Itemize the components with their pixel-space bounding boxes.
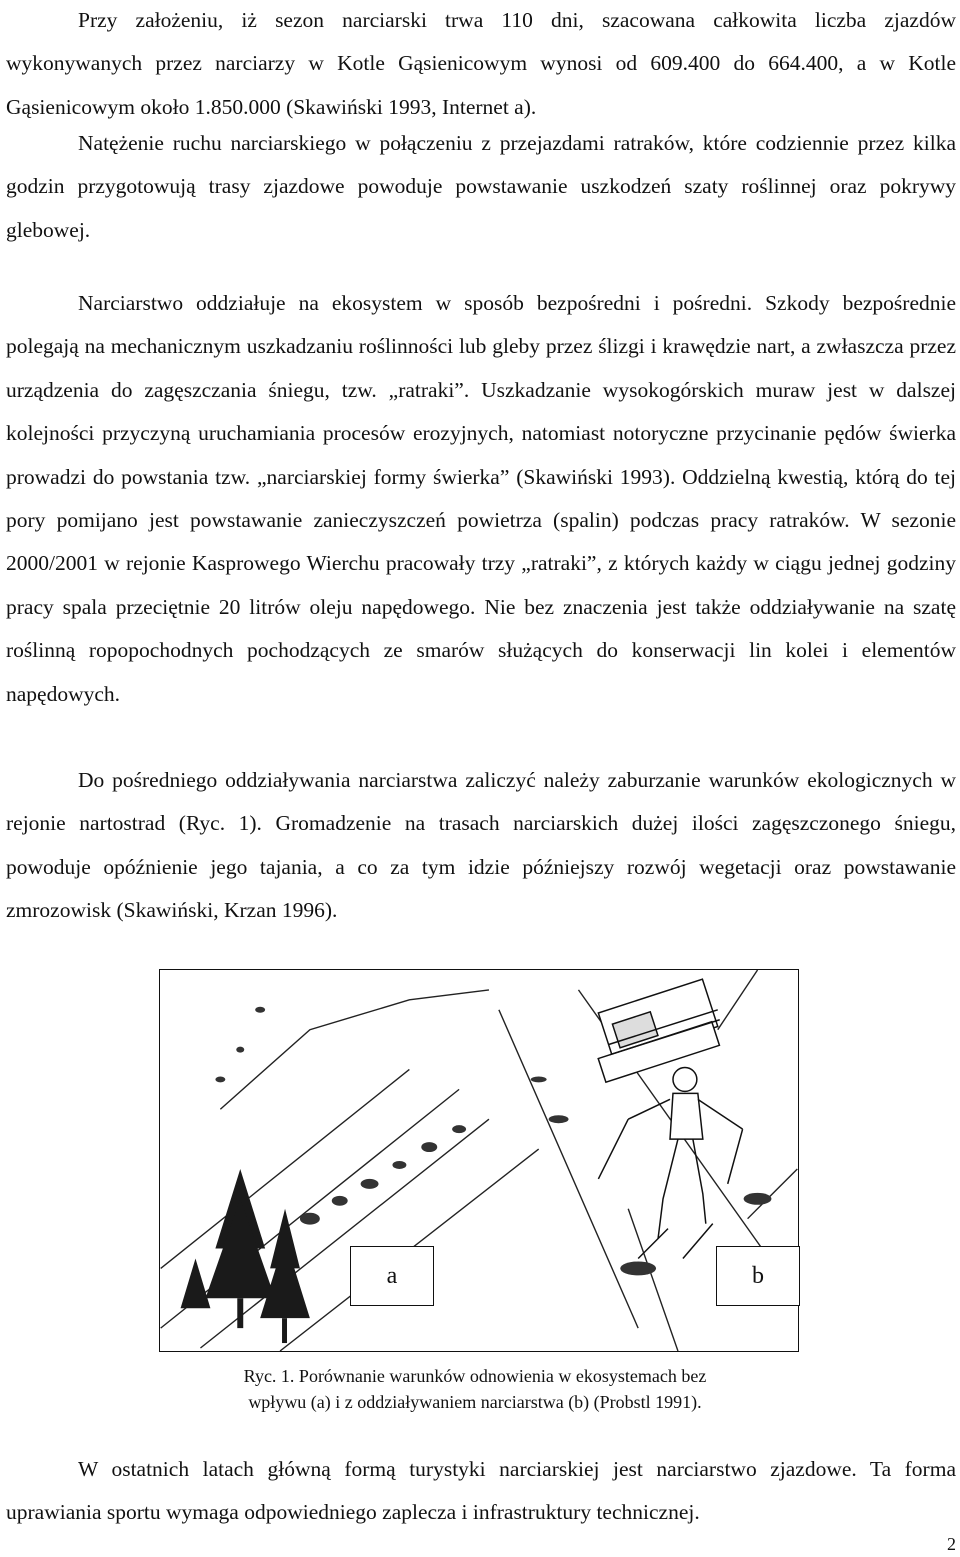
- skier: [598, 1067, 742, 1258]
- snow-groomer: [598, 979, 720, 1082]
- paragraph-downhill-skiing: W ostatnich latach główną formą turystyki narciarskiej jest narciarstwo zjazdowe. Ta forma uprawiania sportu wymaga odpowiedniego zaplecza i infrastruktury technicznej.: [6, 1457, 956, 1525]
- rocks-a: [215, 1007, 466, 1225]
- page-number: 2: [947, 1534, 956, 1554]
- figure-ski-impact-illustration: [159, 969, 799, 1352]
- caption-line-1: Ryc. 1. Porównanie warunków odnowienia w ekosystemach bez: [243, 1366, 707, 1386]
- caption-line-2: wpływu (a) i z oddziaływaniem narciarstwa (b) (Probstl 1991).: [248, 1392, 702, 1412]
- paragraph-direct-impact: Narciarstwo oddziałuje na ekosystem w sposób bezpośredni i pośredni. Szkody bezpośrednie polegają na mechanicznym uszkadzaniu roślinności lub gleby przez ślizgi i krawędzie nart, a zwłaszcza przez urządzenia do zagęszczania śniegu, tzw. „ratraki”. Uszkadzanie wysokogórskich muraw jest w dalszej kolejności przyczyną uruchamiania procesów erozyjnych, natomiast notoryczne przycinanie pędów świerka prowadzi do powstania tzw. „narciarskiej formy świerka” (Skawiński 1993). Oddzielną kwestią, którą do tej pory pomijano jest powstawanie zanieczyszczeń powietrza (spalin) podczas pracy ratraków. W sezonie 2000/2001 w rejonie Kasprowego Wierchu pracowały trzy „ratraki”, z których każdy w ciągu jednej godziny pracy spala przeciętnie 20 litrów oleju napędowego. Nie bez znaczenia jest także oddziaływanie na szatę roślinną ropopochodnych pochodzących ze smarów służących do konserwacji lin kolei i elementów napędowych.: [6, 291, 956, 706]
- paragraph-indirect-impact: Do pośredniego oddziaływania narciarstwa zaliczyć należy zaburzanie warunków ekologicznych w rejonie nartostrad (Ryc. 1). Gromadzenie na trasach narciarskich dużej ilości zagęszczonego śniegu, powoduje opóźnienie jego tajania, a co za tym idzie późniejszy rozwój wegetacji oraz powstawanie zmrozowisk (Skawiński, Krzan 1996).: [6, 768, 956, 923]
- figure-label-a: a: [350, 1246, 434, 1306]
- paragraph-ski-traffic: Natężenie ruchu narciarskiego w połączeniu z przejazdami ratraków, które codziennie przez kilka godzin przygotowują trasy zjazdowe powoduje powstawanie uszkodzeń szaty roślinnej oraz pokrywy glebowej.: [6, 131, 956, 242]
- spruce-trees-a: [181, 1169, 310, 1343]
- paragraph-ski-runs: Przy założeniu, iż sezon narciarski trwa 110 dni, szacowana całkowita liczba zjazdów wykonywanych przez narciarzy w Kotle Gąsienicowym wynosi od 609.400 do 664.400, a w Kotle Gąsienicowym około 1.850.000 (Skawiński 1993, Internet a).: [6, 8, 956, 119]
- figure-caption: [0, 1363, 950, 1415]
- figure-label-b: b: [716, 1246, 800, 1306]
- ski-slope-drawing: [160, 970, 798, 1351]
